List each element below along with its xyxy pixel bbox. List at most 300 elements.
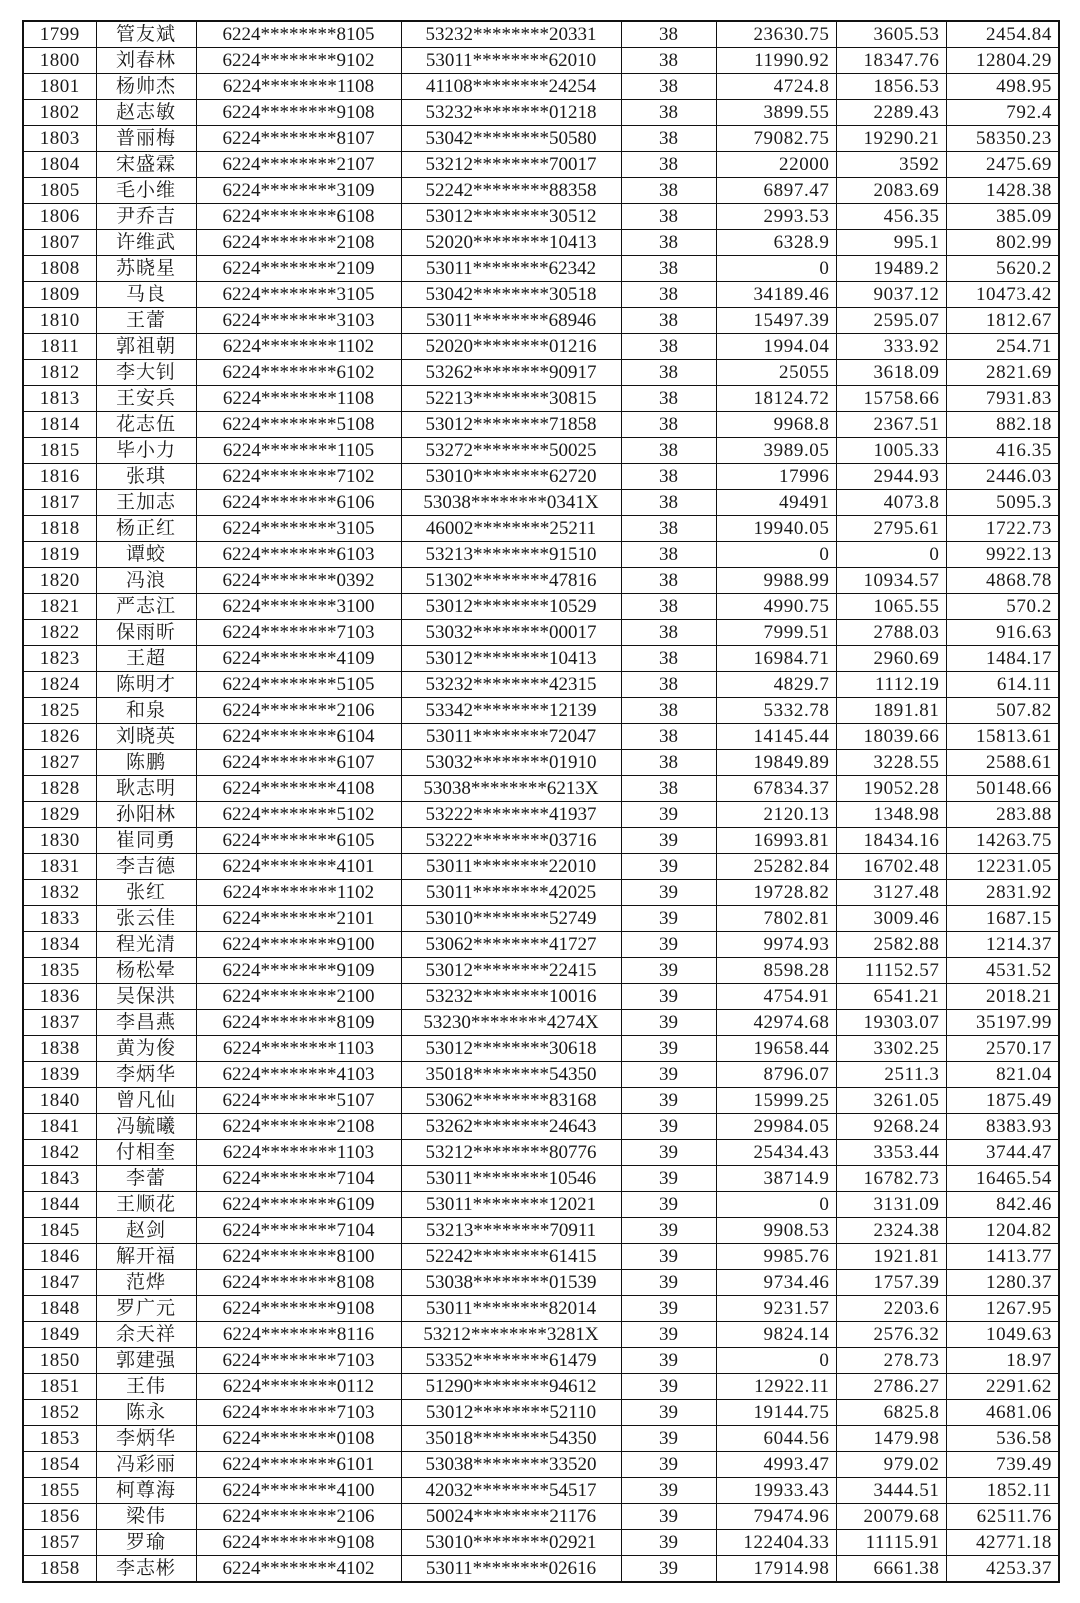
- cell-amt3: 2570.17: [946, 1036, 1059, 1062]
- cell-amt3: 4681.06: [946, 1400, 1059, 1426]
- cell-amt2: 4073.8: [836, 490, 946, 516]
- cell-amt3: 2588.61: [946, 750, 1059, 776]
- table-row: [23, 490, 1059, 516]
- cell-amt3: 1049.63: [946, 1322, 1059, 1348]
- cell-period: 39: [621, 1296, 716, 1322]
- cell-amt3: 7931.83: [946, 386, 1059, 412]
- cell-name: 杨松晕: [96, 958, 196, 984]
- cell-card: 6224********4109: [196, 646, 401, 672]
- cell-amt2: 3353.44: [836, 1140, 946, 1166]
- cell-amt3: 1812.67: [946, 308, 1059, 334]
- table-row: [23, 1270, 1059, 1296]
- cell-period: 38: [621, 308, 716, 334]
- cell-name: 冯彩丽: [96, 1452, 196, 1478]
- cell-seq: 1852: [23, 1400, 96, 1426]
- cell-amt2: 19052.28: [836, 776, 946, 802]
- cell-name: 程光清: [96, 932, 196, 958]
- cell-amt2: 9268.24: [836, 1114, 946, 1140]
- cell-amt3: 16465.54: [946, 1166, 1059, 1192]
- cell-period: 38: [621, 490, 716, 516]
- cell-name: 李蕾: [96, 1166, 196, 1192]
- cell-seq: 1822: [23, 620, 96, 646]
- table-row: [23, 230, 1059, 256]
- cell-amt2: 6825.8: [836, 1400, 946, 1426]
- table-row: [23, 21, 1059, 48]
- cell-name: 马良: [96, 282, 196, 308]
- cell-period: 39: [621, 958, 716, 984]
- cell-idno: 52242********61415: [401, 1244, 621, 1270]
- cell-period: 39: [621, 1036, 716, 1062]
- cell-card: 6224********3109: [196, 178, 401, 204]
- cell-period: 38: [621, 100, 716, 126]
- cell-card: 6224********2106: [196, 1504, 401, 1530]
- cell-idno: 53232********10016: [401, 984, 621, 1010]
- cell-amt1: 5332.78: [716, 698, 836, 724]
- table-row: [23, 438, 1059, 464]
- cell-amt1: 4754.91: [716, 984, 836, 1010]
- cell-seq: 1843: [23, 1166, 96, 1192]
- cell-amt3: 4253.37: [946, 1556, 1059, 1583]
- cell-period: 39: [621, 1374, 716, 1400]
- cell-amt3: 4868.78: [946, 568, 1059, 594]
- cell-seq: 1848: [23, 1296, 96, 1322]
- cell-amt3: 50148.66: [946, 776, 1059, 802]
- cell-amt1: 9968.8: [716, 412, 836, 438]
- cell-period: 39: [621, 1426, 716, 1452]
- cell-amt2: 16782.73: [836, 1166, 946, 1192]
- cell-card: 6224********1103: [196, 1140, 401, 1166]
- cell-period: 38: [621, 438, 716, 464]
- cell-idno: 53262********24643: [401, 1114, 621, 1140]
- table-row: [23, 1218, 1059, 1244]
- cell-amt1: 25282.84: [716, 854, 836, 880]
- cell-amt1: 19658.44: [716, 1036, 836, 1062]
- cell-amt3: 507.82: [946, 698, 1059, 724]
- cell-idno: 53232********01218: [401, 100, 621, 126]
- cell-amt3: 802.99: [946, 230, 1059, 256]
- cell-amt2: 18434.16: [836, 828, 946, 854]
- cell-name: 刘春林: [96, 48, 196, 74]
- cell-amt1: 16993.81: [716, 828, 836, 854]
- cell-amt1: 16984.71: [716, 646, 836, 672]
- cell-amt1: 0: [716, 542, 836, 568]
- cell-card: 6224********1105: [196, 438, 401, 464]
- cell-amt3: 15813.61: [946, 724, 1059, 750]
- cell-amt2: 2367.51: [836, 412, 946, 438]
- cell-card: 6224********6107: [196, 750, 401, 776]
- cell-card: 6224********7102: [196, 464, 401, 490]
- cell-amt1: 9908.53: [716, 1218, 836, 1244]
- cell-card: 6224********8107: [196, 126, 401, 152]
- cell-card: 6224********6101: [196, 1452, 401, 1478]
- cell-amt3: 1852.11: [946, 1478, 1059, 1504]
- cell-amt2: 3261.05: [836, 1088, 946, 1114]
- cell-seq: 1820: [23, 568, 96, 594]
- table-row: [23, 412, 1059, 438]
- cell-amt1: 67834.37: [716, 776, 836, 802]
- table-row: [23, 984, 1059, 1010]
- cell-amt3: 5620.2: [946, 256, 1059, 282]
- cell-name: 陈永: [96, 1400, 196, 1426]
- cell-amt3: 1214.37: [946, 932, 1059, 958]
- cell-name: 付相奎: [96, 1140, 196, 1166]
- cell-period: 39: [621, 1322, 716, 1348]
- cell-name: 李炳华: [96, 1062, 196, 1088]
- cell-amt3: 2446.03: [946, 464, 1059, 490]
- table-row: [23, 932, 1059, 958]
- cell-amt2: 3228.55: [836, 750, 946, 776]
- cell-name: 李昌燕: [96, 1010, 196, 1036]
- cell-idno: 52020********10413: [401, 230, 621, 256]
- cell-amt3: 2821.69: [946, 360, 1059, 386]
- cell-name: 解开福: [96, 1244, 196, 1270]
- cell-seq: 1831: [23, 854, 96, 880]
- cell-idno: 53062********41727: [401, 932, 621, 958]
- cell-name: 杨正红: [96, 516, 196, 542]
- table-row: [23, 1114, 1059, 1140]
- cell-idno: 53011********68946: [401, 308, 621, 334]
- cell-card: 6224********6102: [196, 360, 401, 386]
- table-row: [23, 880, 1059, 906]
- table-row: [23, 568, 1059, 594]
- cell-idno: 53038********6213X: [401, 776, 621, 802]
- cell-card: 6224********2100: [196, 984, 401, 1010]
- cell-idno: 53038********33520: [401, 1452, 621, 1478]
- table-row: [23, 1036, 1059, 1062]
- cell-idno: 53272********50025: [401, 438, 621, 464]
- cell-seq: 1857: [23, 1530, 96, 1556]
- cell-amt2: 1921.81: [836, 1244, 946, 1270]
- cell-idno: 53232********42315: [401, 672, 621, 698]
- cell-name: 张云佳: [96, 906, 196, 932]
- table-row: [23, 1556, 1059, 1583]
- cell-name: 严志江: [96, 594, 196, 620]
- cell-seq: 1808: [23, 256, 96, 282]
- cell-seq: 1838: [23, 1036, 96, 1062]
- cell-idno: 53212********70017: [401, 152, 621, 178]
- cell-amt3: 62511.76: [946, 1504, 1059, 1530]
- cell-name: 冯浪: [96, 568, 196, 594]
- cell-name: 冯毓曦: [96, 1114, 196, 1140]
- table-row: [23, 594, 1059, 620]
- cell-idno: 35018********54350: [401, 1062, 621, 1088]
- cell-card: 6224********2106: [196, 698, 401, 724]
- cell-amt3: 498.95: [946, 74, 1059, 100]
- cell-amt2: 1757.39: [836, 1270, 946, 1296]
- cell-period: 38: [621, 594, 716, 620]
- cell-period: 39: [621, 828, 716, 854]
- table-row: [23, 282, 1059, 308]
- cell-amt2: 2576.32: [836, 1322, 946, 1348]
- cell-period: 38: [621, 230, 716, 256]
- cell-seq: 1850: [23, 1348, 96, 1374]
- cell-seq: 1840: [23, 1088, 96, 1114]
- cell-amt2: 11152.57: [836, 958, 946, 984]
- cell-amt2: 18039.66: [836, 724, 946, 750]
- cell-amt1: 9734.46: [716, 1270, 836, 1296]
- cell-amt1: 25434.43: [716, 1140, 836, 1166]
- cell-period: 39: [621, 802, 716, 828]
- cell-amt2: 20079.68: [836, 1504, 946, 1530]
- cell-period: 38: [621, 568, 716, 594]
- cell-seq: 1802: [23, 100, 96, 126]
- cell-name: 宋盛霖: [96, 152, 196, 178]
- cell-amt2: 2595.07: [836, 308, 946, 334]
- table-row: [23, 698, 1059, 724]
- cell-amt1: 12922.11: [716, 1374, 836, 1400]
- cell-card: 6224********1102: [196, 334, 401, 360]
- cell-name: 余天祥: [96, 1322, 196, 1348]
- cell-seq: 1855: [23, 1478, 96, 1504]
- cell-seq: 1818: [23, 516, 96, 542]
- cell-amt3: 58350.23: [946, 126, 1059, 152]
- cell-period: 39: [621, 1452, 716, 1478]
- cell-period: 39: [621, 1114, 716, 1140]
- cell-amt3: 2018.21: [946, 984, 1059, 1010]
- table-row: [23, 74, 1059, 100]
- cell-amt1: 0: [716, 1192, 836, 1218]
- table-row: [23, 1140, 1059, 1166]
- cell-seq: 1821: [23, 594, 96, 620]
- table-row: [23, 386, 1059, 412]
- cell-amt3: 1267.95: [946, 1296, 1059, 1322]
- cell-amt1: 2120.13: [716, 802, 836, 828]
- cell-card: 6224********8100: [196, 1244, 401, 1270]
- cell-amt1: 2993.53: [716, 204, 836, 230]
- cell-amt1: 4724.8: [716, 74, 836, 100]
- cell-amt1: 0: [716, 256, 836, 282]
- cell-period: 39: [621, 1530, 716, 1556]
- cell-amt3: 12804.29: [946, 48, 1059, 74]
- cell-card: 6224********2101: [196, 906, 401, 932]
- cell-seq: 1832: [23, 880, 96, 906]
- cell-card: 6224********9108: [196, 100, 401, 126]
- cell-card: 6224********5108: [196, 412, 401, 438]
- cell-idno: 53232********20331: [401, 21, 621, 48]
- cell-name: 王超: [96, 646, 196, 672]
- cell-name: 陈明才: [96, 672, 196, 698]
- cell-period: 38: [621, 21, 716, 48]
- roster-table-body: [23, 21, 1059, 1582]
- table-row: [23, 828, 1059, 854]
- cell-amt1: 14145.44: [716, 724, 836, 750]
- cell-amt3: 614.11: [946, 672, 1059, 698]
- cell-card: 6224********3105: [196, 516, 401, 542]
- cell-seq: 1858: [23, 1556, 96, 1583]
- cell-amt2: 19290.21: [836, 126, 946, 152]
- cell-seq: 1853: [23, 1426, 96, 1452]
- cell-period: 39: [621, 1192, 716, 1218]
- cell-idno: 53042********30518: [401, 282, 621, 308]
- cell-amt1: 9231.57: [716, 1296, 836, 1322]
- cell-idno: 53011********42025: [401, 880, 621, 906]
- cell-amt3: 9922.13: [946, 542, 1059, 568]
- table-row: [23, 1322, 1059, 1348]
- cell-card: 6224********4102: [196, 1556, 401, 1583]
- table-row: [23, 1426, 1059, 1452]
- cell-name: 普丽梅: [96, 126, 196, 152]
- cell-card: 6224********9109: [196, 958, 401, 984]
- cell-idno: 53011********62010: [401, 48, 621, 74]
- cell-amt1: 0: [716, 1348, 836, 1374]
- cell-seq: 1844: [23, 1192, 96, 1218]
- cell-name: 保雨昕: [96, 620, 196, 646]
- cell-amt2: 2786.27: [836, 1374, 946, 1400]
- cell-amt1: 19933.43: [716, 1478, 836, 1504]
- cell-idno: 53012********22415: [401, 958, 621, 984]
- cell-amt3: 12231.05: [946, 854, 1059, 880]
- cell-amt1: 18124.72: [716, 386, 836, 412]
- cell-seq: 1800: [23, 48, 96, 74]
- cell-idno: 51302********47816: [401, 568, 621, 594]
- cell-period: 39: [621, 984, 716, 1010]
- cell-idno: 53010********52749: [401, 906, 621, 932]
- cell-amt1: 9824.14: [716, 1322, 836, 1348]
- cell-amt2: 3444.51: [836, 1478, 946, 1504]
- cell-seq: 1854: [23, 1452, 96, 1478]
- cell-seq: 1845: [23, 1218, 96, 1244]
- cell-amt2: 3605.53: [836, 21, 946, 48]
- cell-period: 38: [621, 74, 716, 100]
- cell-card: 6224********9100: [196, 932, 401, 958]
- cell-card: 6224********8105: [196, 21, 401, 48]
- cell-idno: 53011********10546: [401, 1166, 621, 1192]
- cell-seq: 1837: [23, 1010, 96, 1036]
- cell-amt1: 15497.39: [716, 308, 836, 334]
- cell-idno: 53011********62342: [401, 256, 621, 282]
- cell-seq: 1812: [23, 360, 96, 386]
- cell-amt2: 9037.12: [836, 282, 946, 308]
- table-row: [23, 1530, 1059, 1556]
- cell-seq: 1811: [23, 334, 96, 360]
- table-row: [23, 542, 1059, 568]
- cell-period: 38: [621, 750, 716, 776]
- cell-seq: 1834: [23, 932, 96, 958]
- cell-card: 6224********0108: [196, 1426, 401, 1452]
- cell-period: 38: [621, 646, 716, 672]
- cell-card: 6224********6105: [196, 828, 401, 854]
- cell-seq: 1849: [23, 1322, 96, 1348]
- table-row: [23, 152, 1059, 178]
- cell-amt1: 4993.47: [716, 1452, 836, 1478]
- cell-period: 38: [621, 360, 716, 386]
- cell-name: 崔同勇: [96, 828, 196, 854]
- cell-amt2: 3592: [836, 152, 946, 178]
- cell-amt2: 1112.19: [836, 672, 946, 698]
- cell-idno: 53342********12139: [401, 698, 621, 724]
- table-row: [23, 1244, 1059, 1270]
- cell-idno: 53212********80776: [401, 1140, 621, 1166]
- cell-card: 6224********6104: [196, 724, 401, 750]
- cell-idno: 52213********30815: [401, 386, 621, 412]
- cell-amt1: 7802.81: [716, 906, 836, 932]
- cell-card: 6224********6109: [196, 1192, 401, 1218]
- cell-seq: 1833: [23, 906, 96, 932]
- cell-period: 39: [621, 1244, 716, 1270]
- cell-amt1: 6897.47: [716, 178, 836, 204]
- cell-card: 6224********7104: [196, 1166, 401, 1192]
- cell-seq: 1813: [23, 386, 96, 412]
- cell-idno: 52242********88358: [401, 178, 621, 204]
- cell-idno: 53011********22010: [401, 854, 621, 880]
- cell-amt2: 3009.46: [836, 906, 946, 932]
- cell-card: 6224********5107: [196, 1088, 401, 1114]
- cell-amt1: 42974.68: [716, 1010, 836, 1036]
- table-row: [23, 1504, 1059, 1530]
- cell-amt1: 9974.93: [716, 932, 836, 958]
- cell-amt1: 8796.07: [716, 1062, 836, 1088]
- cell-card: 6224********4108: [196, 776, 401, 802]
- table-row: [23, 360, 1059, 386]
- table-row: [23, 724, 1059, 750]
- cell-amt3: 570.2: [946, 594, 1059, 620]
- cell-amt3: 792.4: [946, 100, 1059, 126]
- table-row: [23, 48, 1059, 74]
- cell-name: 谭蛟: [96, 542, 196, 568]
- cell-amt3: 5095.3: [946, 490, 1059, 516]
- cell-amt2: 1856.53: [836, 74, 946, 100]
- table-row: [23, 802, 1059, 828]
- cell-seq: 1814: [23, 412, 96, 438]
- cell-card: 6224********4103: [196, 1062, 401, 1088]
- cell-card: 6224********1103: [196, 1036, 401, 1062]
- cell-card: 6224********2109: [196, 256, 401, 282]
- cell-name: 刘晓英: [96, 724, 196, 750]
- cell-card: 6224********8116: [196, 1322, 401, 1348]
- cell-period: 39: [621, 1088, 716, 1114]
- cell-seq: 1851: [23, 1374, 96, 1400]
- cell-amt3: 821.04: [946, 1062, 1059, 1088]
- cell-name: 罗广元: [96, 1296, 196, 1322]
- cell-seq: 1817: [23, 490, 96, 516]
- cell-amt3: 416.35: [946, 438, 1059, 464]
- cell-amt3: 2291.62: [946, 1374, 1059, 1400]
- cell-card: 6224********3105: [196, 282, 401, 308]
- cell-idno: 41108********24254: [401, 74, 621, 100]
- cell-period: 38: [621, 776, 716, 802]
- cell-idno: 53230********4274X: [401, 1010, 621, 1036]
- cell-amt1: 1994.04: [716, 334, 836, 360]
- cell-period: 39: [621, 854, 716, 880]
- cell-amt3: 2475.69: [946, 152, 1059, 178]
- cell-idno: 53011********12021: [401, 1192, 621, 1218]
- cell-amt3: 2831.92: [946, 880, 1059, 906]
- cell-idno: 53010********62720: [401, 464, 621, 490]
- cell-amt3: 3744.47: [946, 1140, 1059, 1166]
- table-row: [23, 126, 1059, 152]
- cell-amt3: 283.88: [946, 802, 1059, 828]
- cell-idno: 53032********01910: [401, 750, 621, 776]
- cell-amt1: 19849.89: [716, 750, 836, 776]
- cell-seq: 1828: [23, 776, 96, 802]
- cell-idno: 42032********54517: [401, 1478, 621, 1504]
- cell-amt2: 278.73: [836, 1348, 946, 1374]
- cell-amt1: 7999.51: [716, 620, 836, 646]
- cell-amt3: 842.46: [946, 1192, 1059, 1218]
- cell-period: 38: [621, 126, 716, 152]
- cell-card: 6224********1102: [196, 880, 401, 906]
- cell-name: 梁伟: [96, 1504, 196, 1530]
- cell-name: 毕小力: [96, 438, 196, 464]
- cell-amt1: 34189.46: [716, 282, 836, 308]
- cell-period: 38: [621, 464, 716, 490]
- cell-seq: 1804: [23, 152, 96, 178]
- cell-amt2: 18347.76: [836, 48, 946, 74]
- cell-name: 管友斌: [96, 21, 196, 48]
- cell-idno: 53213********70911: [401, 1218, 621, 1244]
- cell-amt1: 25055: [716, 360, 836, 386]
- cell-idno: 50024********21176: [401, 1504, 621, 1530]
